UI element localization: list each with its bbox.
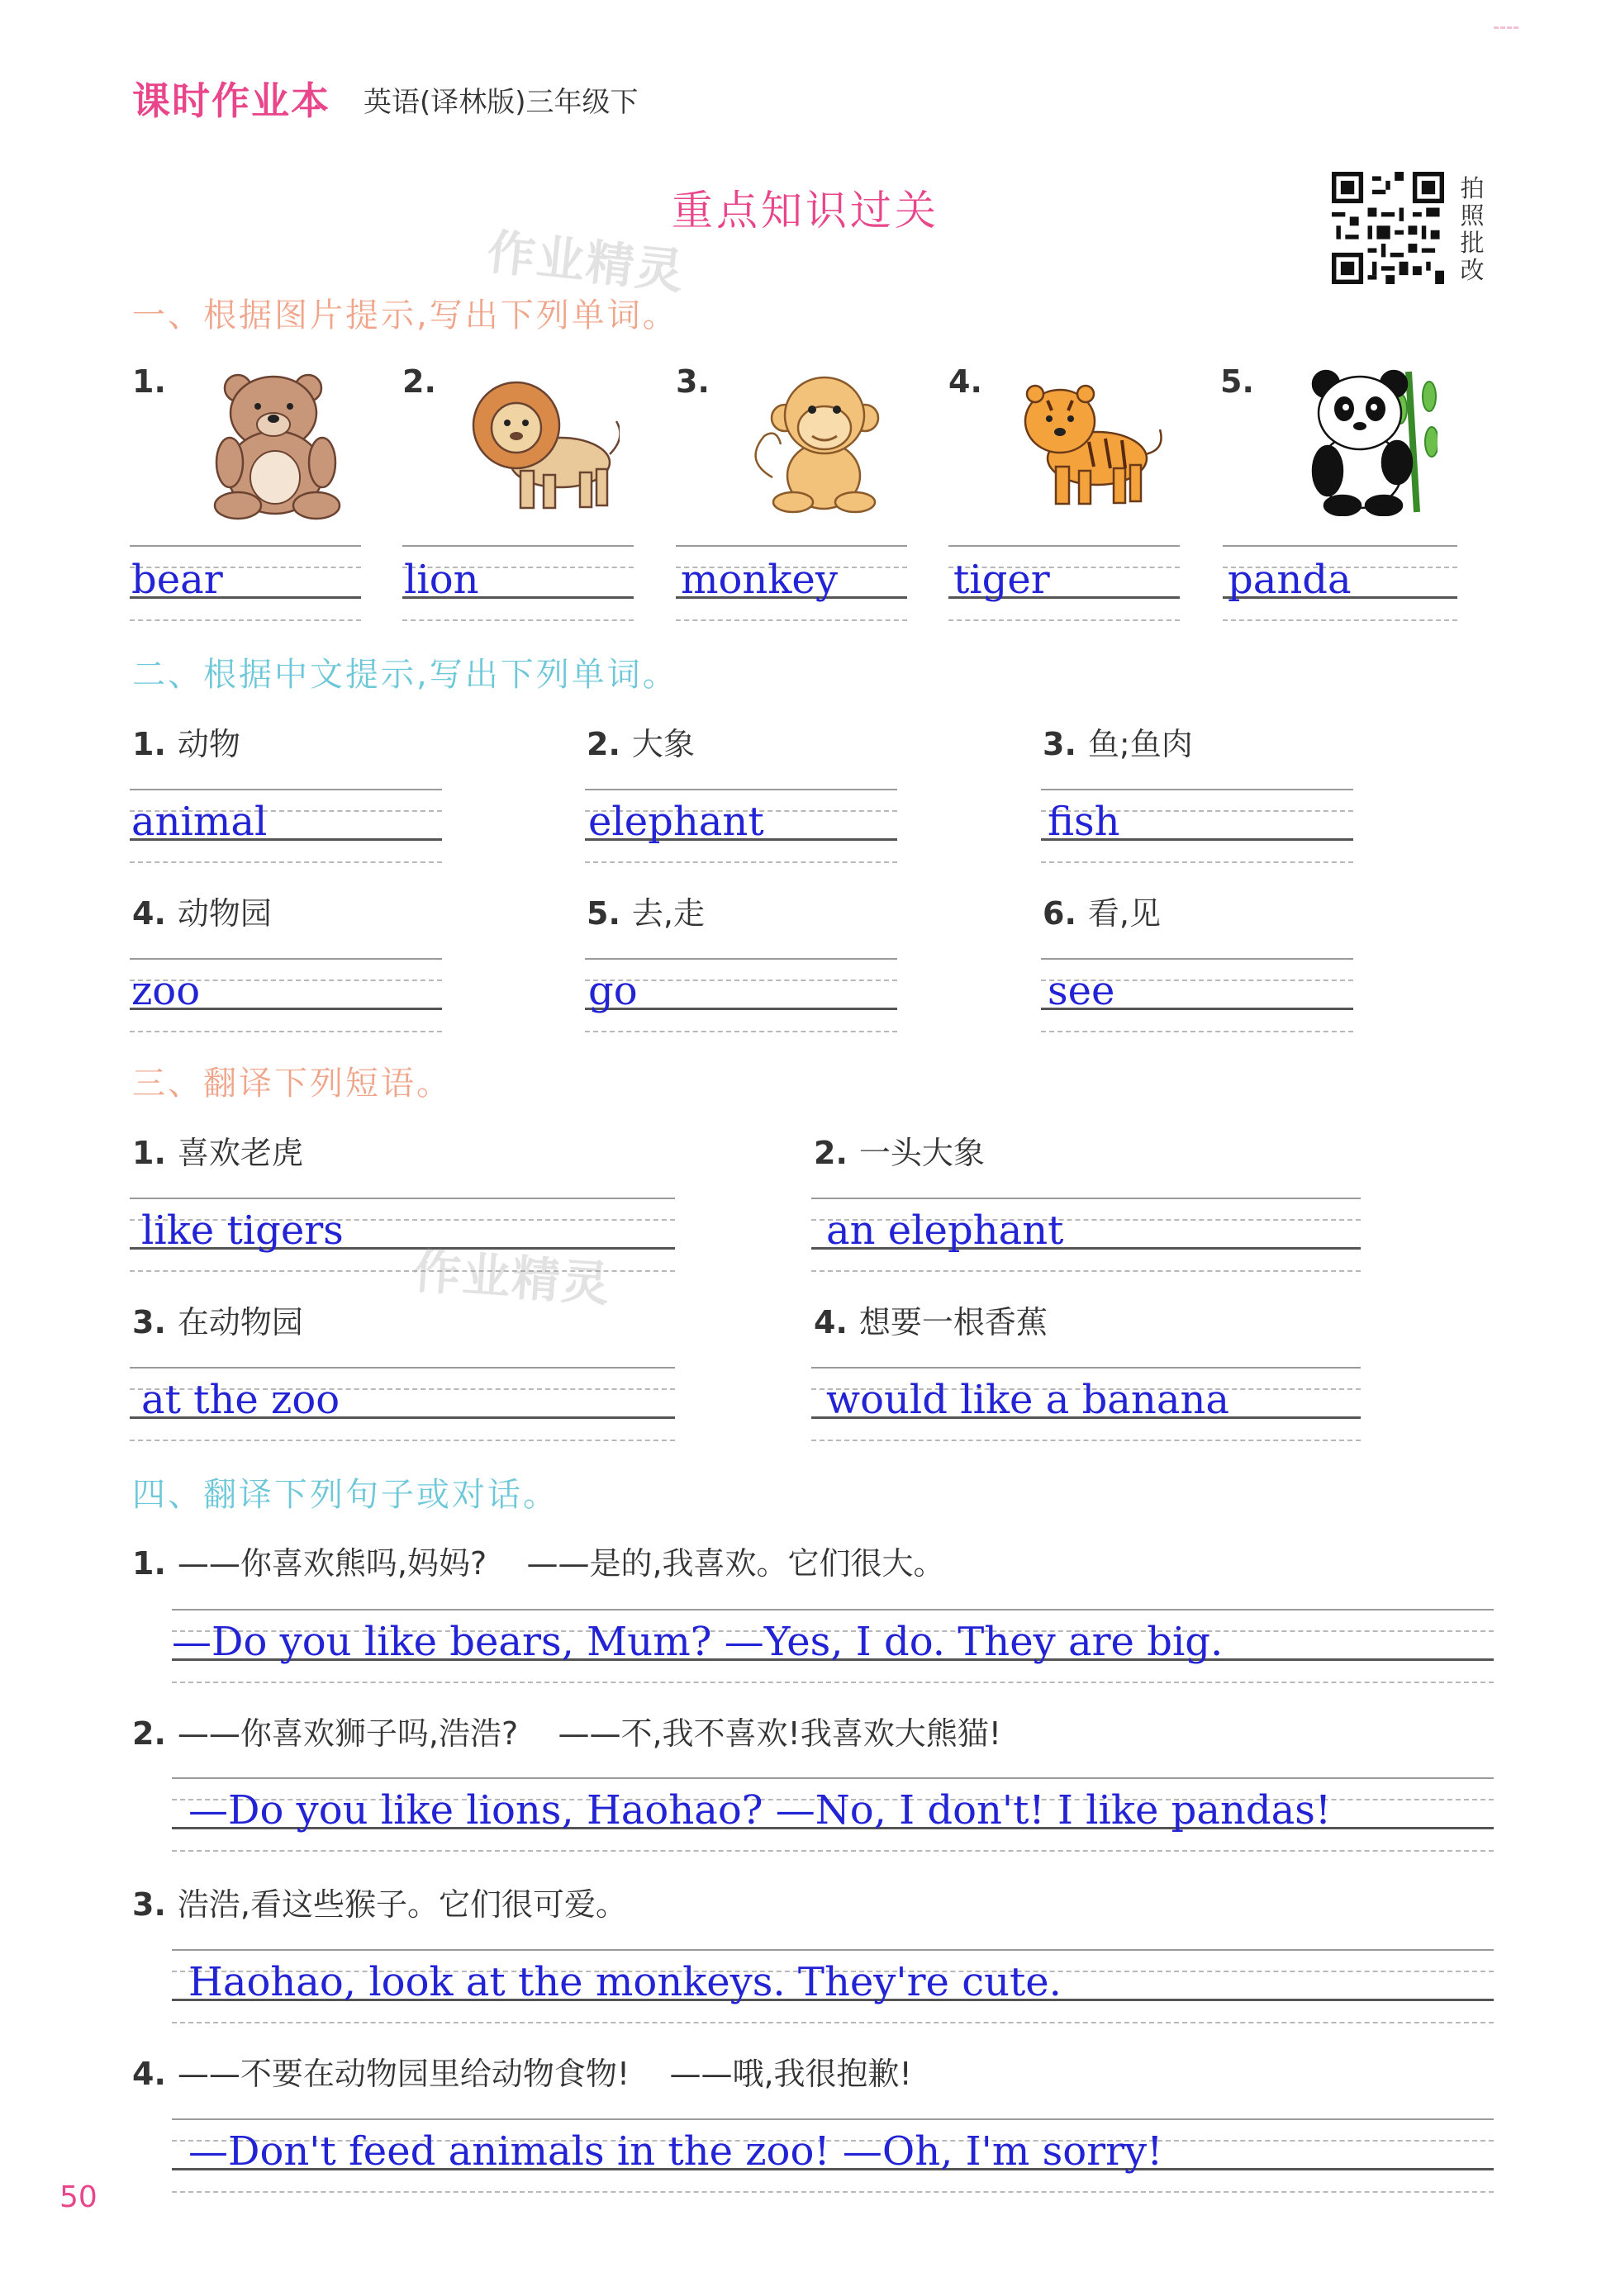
watermark: 作业精灵 — [411, 1242, 613, 1313]
writing-lines[interactable] — [585, 958, 897, 1032]
writing-lines[interactable] — [585, 789, 897, 863]
part1-answer: bear — [131, 557, 223, 603]
part3-prompt: 2. 一头大象 — [814, 1135, 985, 1171]
part2-heading: 二、根据中文提示,写出下列单词。 — [132, 656, 678, 694]
part3-heading: 三、翻译下列短语。 — [132, 1065, 452, 1103]
part4-prompt: 4. ——不要在动物园里给动物食物! ——哦,我很抱歉! — [132, 2056, 912, 2092]
part4-prompt: 3. 浩浩,看这些猴子。它们很可爱。 — [132, 1886, 627, 1923]
scan-to-grade-label: 拍 照 批 改 — [1460, 174, 1485, 284]
part2-answer: fish — [1048, 799, 1120, 845]
qr-code-icon[interactable] — [1332, 172, 1444, 284]
book-subtitle: 英语(译林版)三年级下 — [364, 86, 639, 119]
writing-lines[interactable] — [172, 1949, 1494, 2023]
writing-lines[interactable] — [172, 1777, 1494, 1852]
part1-answer: monkey — [681, 557, 838, 603]
writing-lines[interactable] — [402, 545, 634, 621]
writing-lines[interactable] — [676, 545, 907, 621]
corner-decoration — [1494, 26, 1518, 64]
part4-prompt: 1. ——你喜欢熊吗,妈妈? ——是的,我喜欢。它们很大。 — [132, 1545, 945, 1582]
part1-item-number: 1. — [132, 363, 166, 400]
part2-answer: animal — [131, 799, 268, 845]
part2-prompt: 4. 动物园 — [132, 895, 272, 932]
part1-answer: panda — [1228, 557, 1352, 603]
writing-lines[interactable] — [1223, 545, 1457, 621]
part4-answer: —Do you like bears, Mum? —Yes, I do. They are big. — [172, 1619, 1224, 1665]
part2-prompt: 6. 看,见 — [1043, 895, 1161, 932]
writing-lines[interactable] — [811, 1198, 1361, 1272]
part1-item-number: 4. — [948, 363, 982, 400]
part3-answer: an elephant — [826, 1207, 1064, 1254]
part4-answer: Haohao, look at the monkeys. They're cute. — [188, 1959, 1062, 2005]
part3-answer: like tigers — [141, 1207, 344, 1254]
part1-answer: lion — [404, 557, 479, 603]
part2-prompt: 1. 动物 — [132, 726, 240, 762]
part1-item-number: 2. — [402, 363, 436, 400]
part2-prompt: 2. 大象 — [587, 726, 695, 762]
tiger-picture-icon — [1015, 376, 1171, 508]
part2-answer: see — [1048, 968, 1115, 1014]
monkey-picture-icon — [748, 370, 888, 515]
panda-picture-icon — [1293, 363, 1438, 516]
part2-prompt: 5. 去,走 — [587, 895, 705, 932]
writing-lines[interactable] — [948, 545, 1180, 621]
part3-prompt: 3. 在动物园 — [132, 1304, 303, 1340]
writing-lines[interactable] — [172, 2118, 1494, 2193]
part4-prompt: 2. ——你喜欢狮子吗,浩浩? ——不,我不喜欢!我喜欢大熊猫! — [132, 1715, 1002, 1752]
part2-answer: go — [588, 968, 638, 1014]
part4-heading: 四、翻译下列句子或对话。 — [132, 1476, 558, 1514]
part1-heading: 一、根据图片提示,写出下列单词。 — [132, 296, 678, 334]
part1-item-number: 5. — [1220, 363, 1254, 400]
part3-prompt: 1. 喜欢老虎 — [132, 1135, 303, 1171]
part3-answer: at the zoo — [141, 1377, 340, 1423]
page-number: 50 — [59, 2180, 97, 2214]
writing-lines[interactable] — [130, 545, 361, 621]
brand-title: 课时作业本 — [132, 78, 330, 123]
lion-picture-icon — [471, 372, 620, 512]
part3-prompt: 4. 想要一根香蕉 — [814, 1304, 1048, 1340]
writing-lines[interactable] — [172, 1609, 1494, 1683]
part1-item-number: 3. — [676, 363, 710, 400]
part1-answer: tiger — [953, 557, 1050, 603]
part3-answer: would like a banana — [826, 1377, 1229, 1423]
writing-lines[interactable] — [130, 1367, 675, 1441]
writing-lines[interactable] — [1041, 789, 1353, 863]
bear-picture-icon — [205, 363, 345, 520]
writing-lines[interactable] — [811, 1367, 1361, 1441]
writing-lines[interactable] — [1041, 958, 1353, 1032]
part4-answer: —Don't feed animals in the zoo! —Oh, I'm sorry! — [188, 2128, 1163, 2175]
part2-answer: elephant — [588, 799, 764, 845]
section-title: 重点知识过关 — [672, 187, 939, 235]
writing-lines[interactable] — [130, 789, 442, 863]
watermark: 作业精灵 — [484, 223, 688, 301]
part2-answer: zoo — [131, 968, 201, 1014]
writing-lines[interactable] — [130, 958, 442, 1032]
part4-answer: —Do you like lions, Haohao? —No, I don't! I like pandas! — [188, 1787, 1332, 1833]
part2-prompt: 3. 鱼;鱼肉 — [1043, 726, 1193, 762]
